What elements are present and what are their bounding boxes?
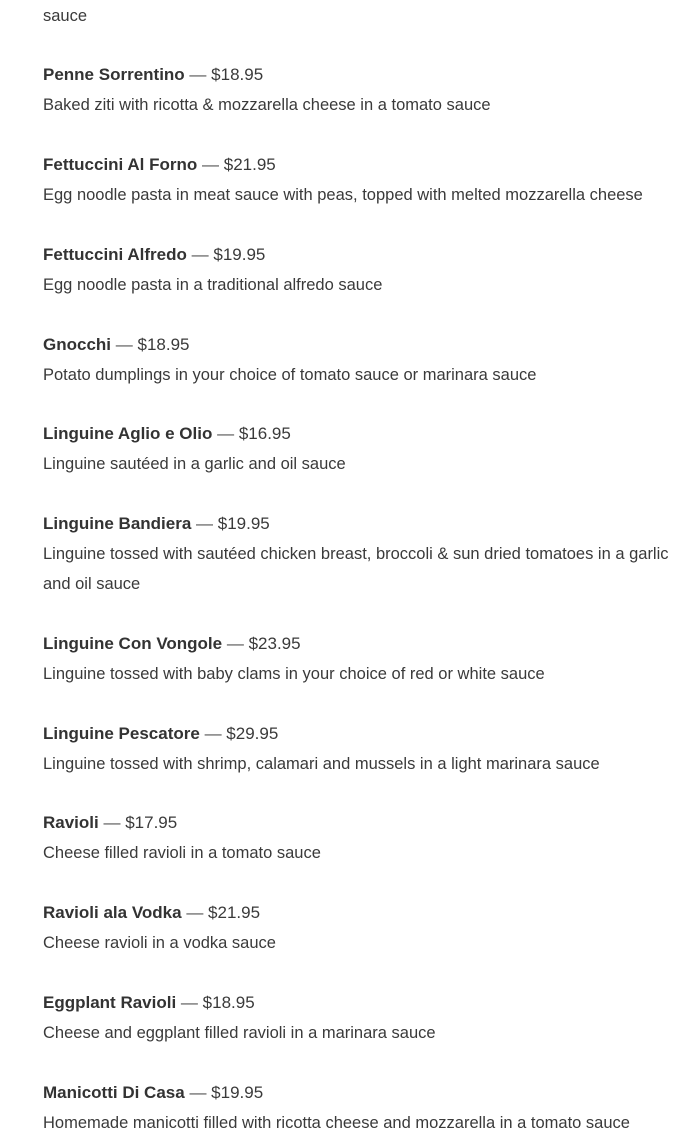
menu-item-description: Linguine sautéed in a garlic and oil sauce xyxy=(43,455,346,473)
menu-item-name: Linguine Con Vongole xyxy=(43,634,223,653)
menu-item-ravioli xyxy=(43,808,673,868)
menu-item-title xyxy=(43,419,673,449)
menu-item-title xyxy=(43,60,673,90)
menu-item-name: Linguine Bandiera xyxy=(43,514,192,533)
menu-item-fettuccini-al-forno xyxy=(43,150,673,210)
menu-item-price: $19.95 xyxy=(217,514,270,533)
price-separator: — xyxy=(202,155,219,174)
menu-item-title xyxy=(43,1078,673,1108)
price-separator: — xyxy=(217,424,235,443)
menu-item-name: Linguine Pescatore xyxy=(43,724,200,743)
price-separator: — xyxy=(180,993,198,1012)
menu-item-linguine-aglio-e-olio xyxy=(43,419,673,479)
menu-item-title xyxy=(43,330,673,360)
menu-item-description: Cheese and eggplant filled ravioli in a marinara sauce xyxy=(43,1024,436,1042)
menu-item-price: $21.95 xyxy=(223,155,276,174)
price-separator: — xyxy=(115,335,133,354)
menu-item-title xyxy=(43,629,673,659)
menu-item-name: Fettuccini Al Forno xyxy=(43,155,198,174)
menu-item-linguine-con-vongole xyxy=(43,629,673,689)
menu-item-price: $16.95 xyxy=(238,424,291,443)
price-separator: — xyxy=(103,813,121,832)
price-separator: — xyxy=(204,724,222,743)
menu-item-title xyxy=(43,509,673,539)
price-separator: — xyxy=(196,514,214,533)
menu-item-title xyxy=(43,898,673,928)
menu-item-description: Cheese filled ravioli in a tomato sauce xyxy=(43,844,321,862)
menu-item-description: Potato dumplings in your choice of tomato sauce or marinara sauce xyxy=(43,366,537,384)
menu-item-name: Ravioli xyxy=(43,813,99,832)
menu-item-name: Linguine Aglio e Olio xyxy=(43,424,213,443)
menu-item-ravioli-ala-vodka xyxy=(43,898,673,958)
menu-item-price: $18.95 xyxy=(137,335,190,354)
menu-item-description: Linguine tossed with shrimp, calamari and mussels in a light marinara sauce xyxy=(43,755,600,773)
menu-item-gnocchi xyxy=(43,330,673,390)
menu-item-price: $17.95 xyxy=(125,813,178,832)
menu-item-price: $23.95 xyxy=(248,634,301,653)
menu-item-name: Gnocchi xyxy=(43,335,112,354)
menu-item-linguine-bandiera xyxy=(43,509,673,599)
menu-item-description: Cheese ravioli in a vodka sauce xyxy=(43,934,276,952)
price-separator: — xyxy=(186,903,204,922)
menu-item-title xyxy=(43,988,673,1018)
menu-item-price: $19.95 xyxy=(213,245,266,264)
menu-item-description: Baked ziti with ricotta & mozzarella cheese in a tomato sauce xyxy=(43,96,491,114)
previous-item-description-tail: sauce xyxy=(43,7,88,25)
menu-item-price: $19.95 xyxy=(211,1083,264,1102)
menu-item-name: Ravioli ala Vodka xyxy=(43,903,182,922)
menu-item-price: $18.95 xyxy=(202,993,255,1012)
menu-item-description: Linguine tossed with baby clams in your choice of red or white sauce xyxy=(43,665,545,683)
menu-item-price: $29.95 xyxy=(226,724,279,743)
menu-item-title xyxy=(43,240,673,270)
menu-item-description: Linguine tossed with sautéed chicken breast, broccoli & sun dried tomatoes in a garlic and oil sauce xyxy=(43,545,669,593)
menu-item-description: Egg noodle pasta in meat sauce with peas, topped with melted mozzarella cheese xyxy=(43,186,643,204)
price-separator: — xyxy=(189,65,207,84)
price-separator: — xyxy=(191,245,209,264)
menu-item-price: $18.95 xyxy=(211,65,264,84)
menu-item-title xyxy=(43,719,673,749)
price-separator: — xyxy=(189,1083,207,1102)
price-separator: — xyxy=(226,634,244,653)
menu-item-description: Egg noodle pasta in a traditional alfredo sauce xyxy=(43,276,383,294)
menu-item-manicotti-di-casa xyxy=(43,1078,673,1138)
menu-item-penne-sorrentino xyxy=(43,60,673,120)
menu-item-description: Homemade manicotti filled with ricotta cheese and mozzarella in a tomato sauce xyxy=(43,1114,630,1132)
menu-item-linguine-pescatore xyxy=(43,719,673,779)
menu-item-name: Penne Sorrentino xyxy=(43,65,185,84)
menu-item-fettuccini-alfredo xyxy=(43,240,673,300)
menu-item-name: Fettuccini Alfredo xyxy=(43,245,187,264)
menu-item-eggplant-ravioli xyxy=(43,988,673,1048)
menu-item-name: Manicotti Di Casa xyxy=(43,1083,185,1102)
menu-item-name: Eggplant Ravioli xyxy=(43,993,177,1012)
menu-item-title xyxy=(43,150,673,180)
menu-item-price: $21.95 xyxy=(208,903,261,922)
menu-item-title xyxy=(43,808,673,838)
